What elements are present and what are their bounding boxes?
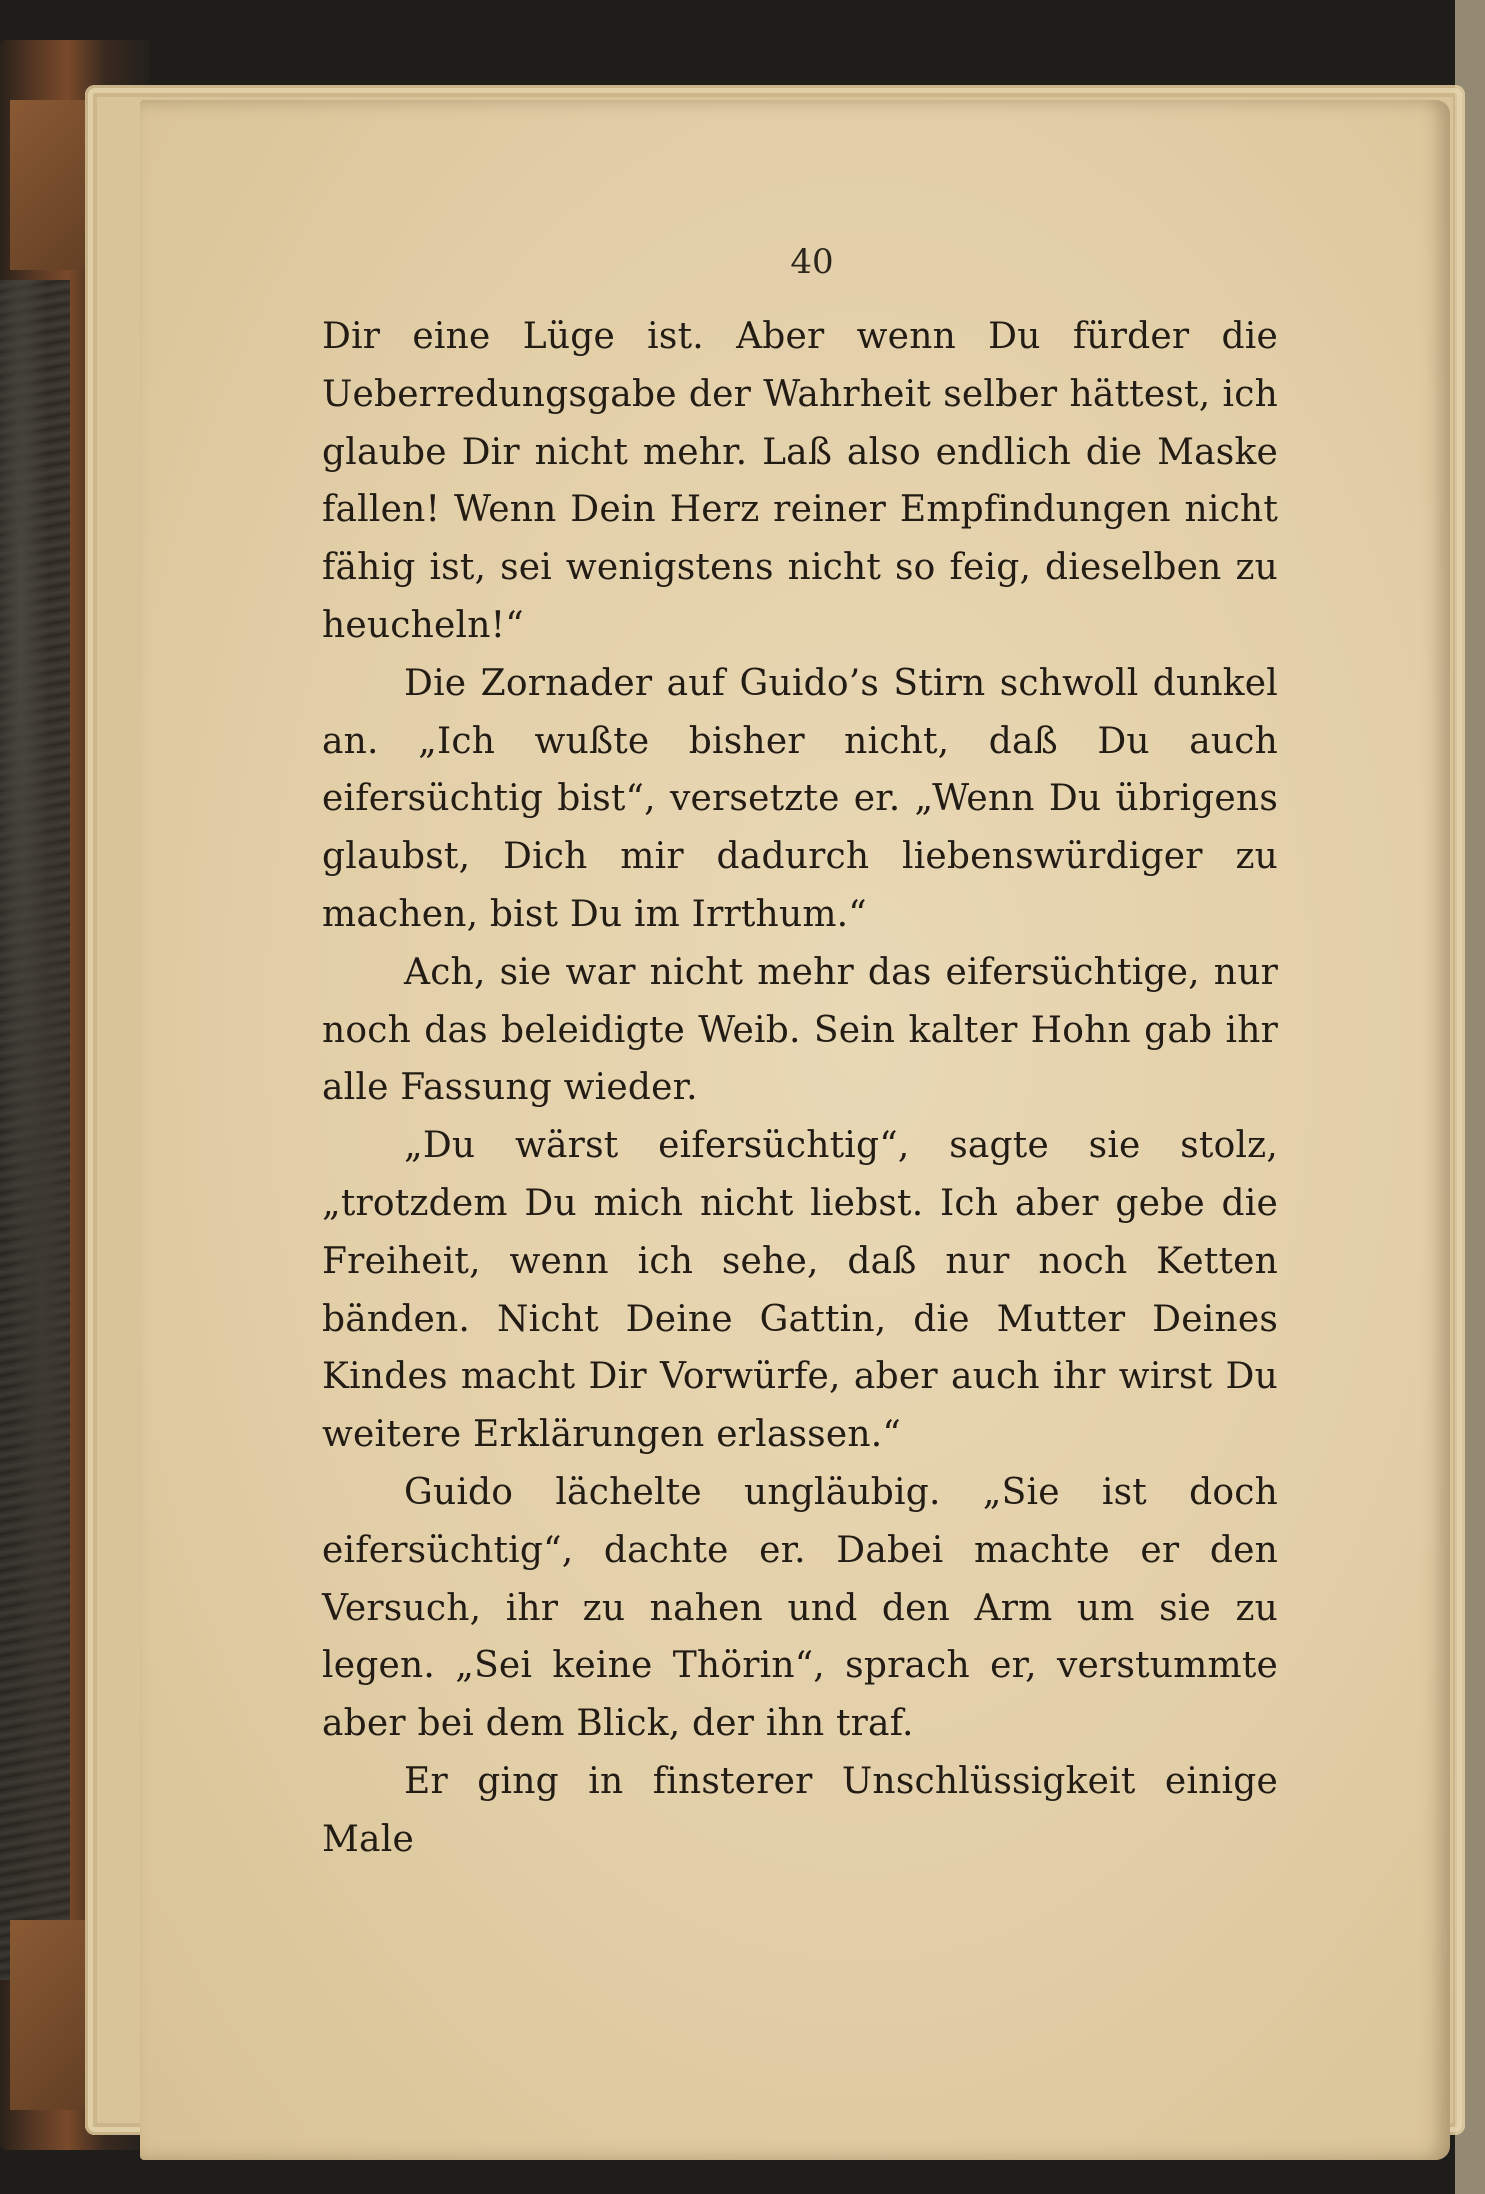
paragraph: Dir eine Lüge ist. Aber wenn Du fürder die Ueberredungsgabe der Wahrheit selber hättest, ich glaube Dir nicht mehr. Laß also endlich die Maske fallen! Wenn Dein Herz reiner Empfindungen nicht fähig ist, sei wenigstens nicht so feig, dieselben zu heucheln!“ (322, 316, 1278, 646)
facing-page-edge (1455, 0, 1485, 2194)
paragraph: Ach, sie war nicht mehr das eifersüchtige, nur noch das beleidigte Weib. Sein kalter Hohn gab ihr alle Fassung wieder. (322, 951, 1278, 1109)
paragraph: Die Zornader auf Guido’s Stirn schwoll dunkel an. „Ich wußte bisher nicht, daß Du auch eifersüchtig bist“, versetzte er. „Wenn Du übrigens glaubst, Dich mir dadurch liebenswürdiger zu machen, bist Du im Irrthum.“ (322, 662, 1278, 935)
paragraph: Guido lächelte ungläubig. „Sie ist doch eifersüchtig“, dachte er. Dabei machte er den Versuch, ihr zu nahen und den Arm um sie zu legen. „Sei keine Thörin“, sprach er, verstummte aber bei dem Blick, der ihn traf. (322, 1471, 1278, 1745)
page-text (322, 308, 1278, 1869)
paragraph: Er ging in finsterer Unschlüssigkeit einige Male (322, 1760, 1278, 1860)
marbled-board (0, 280, 70, 1980)
page-number: 40 (790, 242, 834, 282)
paragraph: „Du wärst eifersüchtig“, sagte sie stolz, „trotzdem Du mich nicht liebst. Ich aber gebe die Freiheit, wenn ich sehe, daß nur noch Ketten bänden. Nicht Deine Gattin, die Mutter Deines Kindes macht Dir Vorwürfe, aber auch ihr wirst Du weitere Erklärungen erlassen.“ (322, 1125, 1278, 1456)
